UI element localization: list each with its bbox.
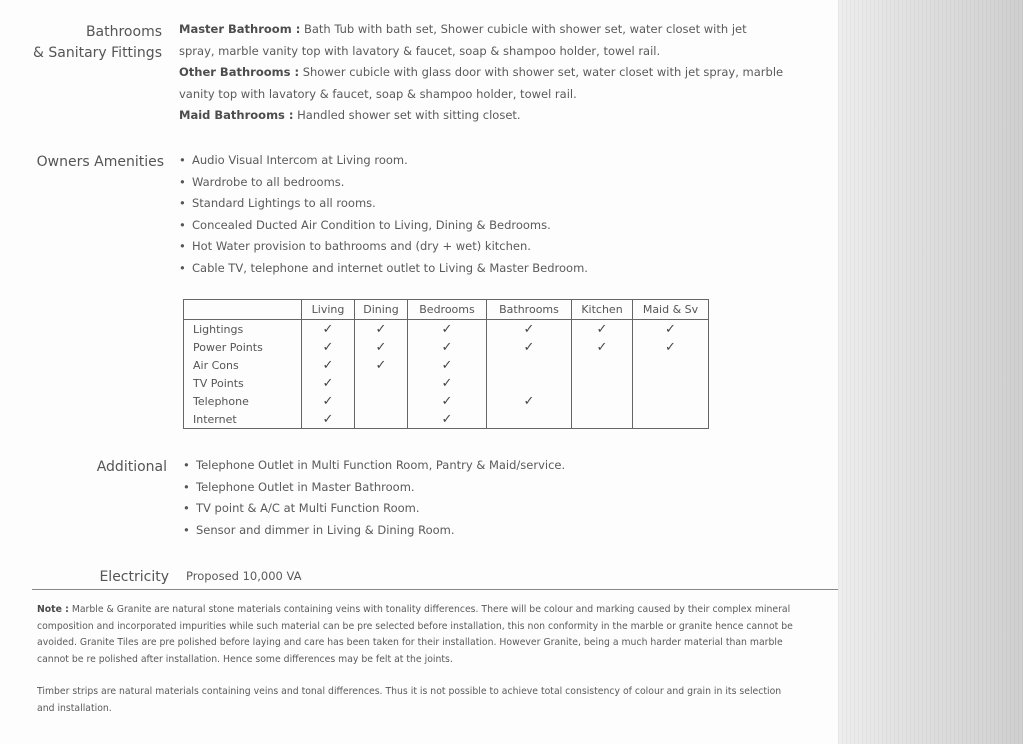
additional-list (183, 455, 783, 541)
check-mark: ✓ (355, 320, 408, 339)
list-item: • Hot Water provision to bathrooms and (dry + wet) kitchen. (179, 236, 779, 258)
row-label: TV Points (184, 374, 302, 392)
list-item: • Sensor and dimmer in Living & Dining Room. (183, 520, 783, 542)
check-mark: ✓ (408, 356, 487, 374)
column-header: Bathrooms (487, 300, 572, 320)
check-mark (572, 356, 633, 374)
check-mark: ✓ (302, 374, 355, 392)
list-item: • Standard Lightings to all rooms. (179, 193, 779, 215)
check-mark: ✓ (302, 338, 355, 356)
row-label: Air Cons (184, 356, 302, 374)
maid-bathrooms-label: Maid Bathrooms : (179, 108, 294, 122)
check-mark: ✓ (408, 374, 487, 392)
check-mark: ✓ (408, 392, 487, 410)
check-mark (572, 392, 633, 410)
note-label: Note : (37, 604, 69, 615)
check-mark: ✓ (302, 320, 355, 339)
bathrooms-body (179, 19, 784, 127)
check-mark: ✓ (302, 356, 355, 374)
check-mark: ✓ (572, 320, 633, 339)
row-label: Power Points (184, 338, 302, 356)
section-divider (32, 589, 838, 590)
check-mark: ✓ (302, 392, 355, 410)
list-item: • TV point & A/C at Multi Function Room. (183, 498, 783, 520)
column-header: Maid & Sv (633, 300, 709, 320)
check-mark: ✓ (487, 320, 572, 339)
table-row (184, 410, 709, 429)
other-bathrooms-text: Shower cubicle with glass door with shower set, water closet with jet spray, marble vanity top with lavatory & faucet, soap & shampoo holder, towel rail. (179, 65, 784, 101)
check-mark: ✓ (633, 320, 709, 339)
check-mark (633, 410, 709, 429)
list-item: • Wardrobe to all bedrooms. (179, 172, 779, 194)
scan-edge (838, 0, 1023, 744)
check-mark: ✓ (355, 338, 408, 356)
owners-amenities-heading: Owners Amenities (36, 154, 164, 170)
maid-bathrooms-spec (179, 105, 784, 127)
electricity-value: Proposed 10,000 VA (186, 569, 302, 583)
check-mark: ✓ (408, 320, 487, 339)
row-label: Internet (184, 410, 302, 429)
check-mark (633, 374, 709, 392)
list-item: • Audio Visual Intercom at Living room. (179, 150, 779, 172)
check-mark (355, 392, 408, 410)
bathrooms-heading-line1: Bathrooms (85, 24, 162, 40)
electricity-heading: Electricity (99, 569, 169, 585)
table-row (184, 320, 709, 339)
check-mark (572, 374, 633, 392)
check-mark (487, 356, 572, 374)
other-bathrooms-label: Other Bathrooms : (179, 65, 300, 79)
check-mark: ✓ (408, 410, 487, 429)
master-bathroom-spec (179, 19, 784, 62)
check-mark (355, 410, 408, 429)
check-mark (487, 410, 572, 429)
check-mark (633, 356, 709, 374)
check-mark: ✓ (487, 338, 572, 356)
list-item: • Telephone Outlet in Master Bathroom. (183, 477, 783, 499)
list-item: • Concealed Ducted Air Condition to Living, Dining & Bedrooms. (179, 215, 779, 237)
check-mark (633, 392, 709, 410)
check-mark: ✓ (355, 356, 408, 374)
marble-granite-note (37, 602, 797, 668)
column-header: Living (302, 300, 355, 320)
maid-bathrooms-text: Handled shower set with sitting closet. (297, 108, 521, 122)
check-mark: ✓ (408, 338, 487, 356)
column-header: Bedrooms (408, 300, 487, 320)
bathrooms-heading-line2: & Sanitary Fittings (32, 45, 162, 61)
note-text: Marble & Granite are natural stone materials containing veins with tonality differences. There will be colour and marking caused by their complex mineral composition and incorporated impurities while such material can be pre selected before installation, this non conformity in the marble or granite hence cannot be avoided. Granite Tiles are pre polished before laying and care has been taken for their installation. However Granite, being a much harder material than marble cannot be re polished after installation. Hence some differences may be felt at the joints. (37, 604, 793, 665)
master-bathroom-label: Master Bathroom : (179, 22, 301, 36)
additional-heading: Additional (96, 459, 167, 475)
timber-note: Timber strips are natural materials containing veins and tonal differences. Thus it is not possible to achieve total consistency of colour and grain in its selection and installation. (37, 686, 782, 714)
check-mark: ✓ (487, 392, 572, 410)
list-item: • Cable TV, telephone and internet outlet to Living & Master Bedroom. (179, 258, 779, 280)
other-bathrooms-spec (179, 62, 784, 105)
column-header: Kitchen (572, 300, 633, 320)
column-header: Dining (355, 300, 408, 320)
table-row (184, 338, 709, 356)
check-mark: ✓ (302, 410, 355, 429)
check-mark (487, 374, 572, 392)
amenities-table (183, 299, 709, 429)
owners-amenities-list (179, 150, 779, 279)
row-label: Telephone (184, 392, 302, 410)
list-item: • Telephone Outlet in Multi Function Room, Pantry & Maid/service. (183, 455, 783, 477)
bathrooms-heading (20, 22, 162, 64)
table-row (184, 374, 709, 392)
table-header-row (184, 300, 709, 320)
table-row (184, 392, 709, 410)
row-label: Lightings (184, 320, 302, 339)
master-bathroom-text: Bath Tub with bath set, Shower cubicle with shower set, water closet with jet spray, marble vanity top with lavatory & faucet, soap & shampoo holder, towel rail. (179, 22, 747, 58)
check-mark (572, 410, 633, 429)
table-row (184, 356, 709, 374)
table-corner-cell (184, 300, 302, 320)
check-mark: ✓ (572, 338, 633, 356)
check-mark (355, 374, 408, 392)
check-mark: ✓ (633, 338, 709, 356)
